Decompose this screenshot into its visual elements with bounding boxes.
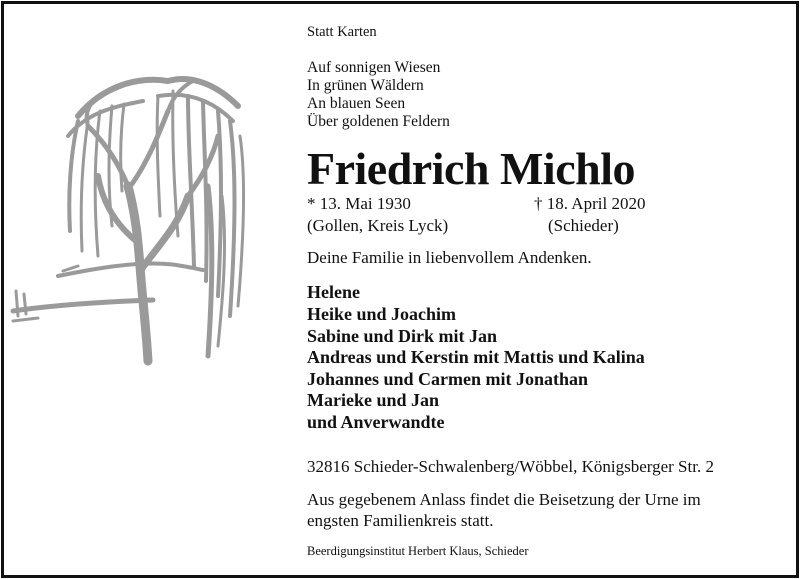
notice-header: Statt Karten: [307, 24, 377, 40]
burial-notice-line-1: Aus gegebenem Anlass findet die Beisetzung der Urne im: [307, 490, 701, 509]
willow-tree-illustration: [8, 66, 276, 366]
family-member: Sabine und Dirk mit Jan: [307, 326, 498, 346]
family-member: und Anverwandte: [307, 412, 445, 432]
undertaker-credit: Beerdigungsinstitut Herbert Klaus, Schieder: [307, 544, 529, 558]
burial-notice-line-2: engsten Familienkreis statt.: [307, 511, 494, 530]
birth-date: * 13. Mai 1930: [307, 194, 411, 213]
family-member: Marieke und Jan: [307, 390, 440, 410]
poem-line-4: Über goldenen Feldern: [307, 113, 450, 130]
birth-place: (Gollen, Kreis Lyck): [307, 216, 449, 235]
poem-line-2: In grünen Wäldern: [307, 77, 424, 94]
mourner-address: 32816 Schieder-Schwalenberg/Wöbbel, Königsberger Str. 2: [307, 457, 714, 476]
family-member: Heike und Joachim: [307, 304, 457, 324]
death-date: † 18. April 2020: [534, 194, 646, 213]
deceased-name: Friedrich Michlo: [307, 143, 635, 194]
poem-line-3: An blauen Seen: [307, 95, 406, 112]
poem-line-1: Auf sonnigen Wiesen: [307, 59, 441, 76]
family-dedication: Deine Familie in liebenvollem Andenken.: [307, 248, 592, 267]
family-member: Andreas und Kerstin mit Mattis und Kalina: [307, 347, 645, 367]
family-member: Johannes und Carmen mit Jonathan: [307, 369, 589, 389]
family-member: Helene: [307, 282, 360, 302]
death-place: (Schieder): [548, 216, 619, 235]
